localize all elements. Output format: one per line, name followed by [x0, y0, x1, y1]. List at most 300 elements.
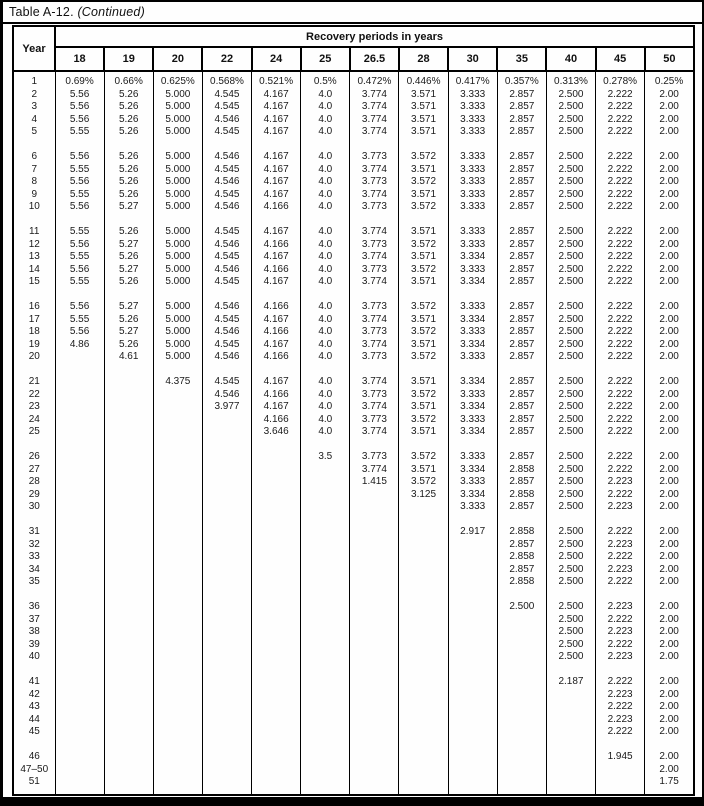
table-row	[13, 176, 694, 189]
rate-cell: 4.0	[301, 126, 350, 139]
rate-cell	[448, 689, 497, 702]
rate-cell	[497, 614, 546, 627]
rate-cell: 5.26	[104, 164, 153, 177]
rate-cell: 2.222	[596, 89, 645, 102]
rate-cell: 2.222	[596, 239, 645, 252]
rate-cell: 3.774	[350, 189, 399, 202]
rate-cell: 4.0	[301, 339, 350, 352]
rate-cell: 2.857	[497, 351, 546, 364]
rate-cell	[104, 489, 153, 502]
rate-cell: 0.5%	[301, 71, 350, 89]
rate-cell: 3.571	[399, 126, 448, 139]
rate-cell: 2.500	[546, 289, 595, 314]
rate-cell: 5.55	[55, 126, 104, 139]
rate-cell: 5.56	[55, 201, 104, 214]
rate-cell: 2.500	[546, 414, 595, 427]
rate-cell: 2.500	[546, 564, 595, 577]
rate-cell: 4.167	[252, 139, 301, 164]
rate-cell: 2.222	[596, 264, 645, 277]
rate-cell	[252, 776, 301, 795]
rate-cell	[55, 701, 104, 714]
rate-cell: 1.75	[645, 776, 694, 795]
rate-cell: 5.000	[153, 326, 202, 339]
year-cell: 12	[13, 239, 55, 252]
rate-cell: 2.00	[645, 351, 694, 364]
rate-cell: 2.00	[645, 264, 694, 277]
rate-cell: 3.571	[399, 464, 448, 477]
rate-cell: 5.000	[153, 351, 202, 364]
rate-cell: 2.00	[645, 576, 694, 589]
rate-cell	[301, 739, 350, 764]
rate-cell	[202, 426, 251, 439]
rate-cell	[55, 514, 104, 539]
rate-cell: 2.858	[497, 514, 546, 539]
rate-cell: 4.166	[252, 414, 301, 427]
rate-cell: 4.546	[202, 176, 251, 189]
rate-cell	[350, 501, 399, 514]
rate-cell: 4.166	[252, 264, 301, 277]
rate-cell	[104, 726, 153, 739]
rate-cell: 5.27	[104, 264, 153, 277]
rate-cell: 2.222	[596, 289, 645, 314]
rate-cell	[153, 714, 202, 727]
rate-cell	[153, 626, 202, 639]
rate-cell	[448, 776, 497, 795]
rate-cell: 2.00	[645, 501, 694, 514]
table-row	[13, 739, 694, 764]
rate-cell: 3.774	[350, 426, 399, 439]
table-row	[13, 164, 694, 177]
rate-cell: 3.333	[448, 201, 497, 214]
rate-cell	[399, 726, 448, 739]
rate-cell: 3.571	[399, 364, 448, 389]
rate-cell	[448, 664, 497, 689]
table-row	[13, 476, 694, 489]
rate-cell	[104, 426, 153, 439]
rate-cell	[55, 576, 104, 589]
rate-cell: 3.774	[350, 364, 399, 389]
rate-cell: 3.773	[350, 389, 399, 402]
rate-cell: 2.857	[497, 164, 546, 177]
rate-cell	[55, 551, 104, 564]
rate-cell	[546, 701, 595, 714]
rate-cell	[55, 489, 104, 502]
rate-cell: 3.333	[448, 114, 497, 127]
rate-cell: 5.26	[104, 314, 153, 327]
rate-cell: 2.222	[596, 726, 645, 739]
rate-cell: 4.166	[252, 326, 301, 339]
rate-cell	[301, 539, 350, 552]
rate-cell: 4.546	[202, 351, 251, 364]
table-row	[13, 614, 694, 627]
rate-cell	[497, 664, 546, 689]
rate-cell: 2.00	[645, 551, 694, 564]
year-cell: 25	[13, 426, 55, 439]
rate-cell: 2.500	[546, 114, 595, 127]
rate-cell: 3.334	[448, 251, 497, 264]
rate-cell: 2.857	[497, 239, 546, 252]
rate-cell	[350, 689, 399, 702]
rate-cell: 2.00	[645, 251, 694, 264]
rate-cell	[399, 551, 448, 564]
rate-cell	[252, 639, 301, 652]
rate-cell	[399, 714, 448, 727]
rate-cell: 4.546	[202, 139, 251, 164]
rate-cell	[104, 614, 153, 627]
rate-cell: 2.500	[546, 89, 595, 102]
rate-cell	[104, 664, 153, 689]
rate-cell	[301, 464, 350, 477]
rate-cell	[301, 639, 350, 652]
rate-cell	[55, 414, 104, 427]
rate-cell: 5.56	[55, 326, 104, 339]
rate-cell	[252, 439, 301, 464]
column-headers-row	[13, 47, 694, 71]
rate-cell: 2.857	[497, 364, 546, 389]
rate-cell: 4.545	[202, 251, 251, 264]
rate-cell: 5.27	[104, 289, 153, 314]
rate-cell: 5.56	[55, 114, 104, 127]
rate-cell: 5.56	[55, 239, 104, 252]
rate-cell: 2.857	[497, 564, 546, 577]
rate-cell	[301, 664, 350, 689]
rate-cell	[399, 689, 448, 702]
rate-cell: 2.857	[497, 426, 546, 439]
rate-cell: 5.000	[153, 139, 202, 164]
rate-cell	[202, 714, 251, 727]
rate-cell	[104, 539, 153, 552]
rate-cell: 2.500	[497, 589, 546, 614]
rate-cell	[153, 739, 202, 764]
rate-cell	[104, 776, 153, 795]
year-cell: 3	[13, 101, 55, 114]
rate-cell: 5.56	[55, 139, 104, 164]
rate-cell: 5.55	[55, 214, 104, 239]
rate-cell	[153, 726, 202, 739]
rate-cell	[252, 764, 301, 777]
rate-cell: 4.167	[252, 89, 301, 102]
table-row	[13, 214, 694, 239]
rate-cell: 2.500	[546, 164, 595, 177]
rate-cell: 5.55	[55, 251, 104, 264]
table-row	[13, 589, 694, 614]
rate-cell: 2.857	[497, 439, 546, 464]
rate-cell	[202, 764, 251, 777]
rate-cell: 2.500	[546, 539, 595, 552]
rate-cell	[399, 539, 448, 552]
rate-cell	[202, 514, 251, 539]
table-row	[13, 364, 694, 389]
rate-cell: 4.0	[301, 176, 350, 189]
rate-cell	[252, 564, 301, 577]
rate-cell	[55, 439, 104, 464]
rate-cell: 2.222	[596, 414, 645, 427]
rate-cell	[202, 639, 251, 652]
rate-cell: 2.857	[497, 176, 546, 189]
rate-cell: 2.222	[596, 126, 645, 139]
rate-cell	[301, 589, 350, 614]
rate-cell: 2.222	[596, 339, 645, 352]
rate-cell: 5.27	[104, 239, 153, 252]
rate-cell: 2.857	[497, 401, 546, 414]
rate-cell: 1.945	[596, 739, 645, 764]
year-cell: 28	[13, 476, 55, 489]
rate-cell: 3.773	[350, 201, 399, 214]
rate-cell	[350, 576, 399, 589]
rate-cell: 2.00	[645, 389, 694, 402]
rate-cell: 3.571	[399, 339, 448, 352]
rate-cell	[202, 476, 251, 489]
rate-cell	[252, 739, 301, 764]
rate-cell: 4.167	[252, 126, 301, 139]
table-row	[13, 414, 694, 427]
rate-cell: 2.857	[497, 476, 546, 489]
rate-cell: 2.00	[645, 689, 694, 702]
rate-cell: 2.500	[546, 326, 595, 339]
rate-cell	[399, 626, 448, 639]
rate-cell	[301, 514, 350, 539]
rate-cell: 4.545	[202, 364, 251, 389]
rate-cell	[104, 651, 153, 664]
rate-cell: 5.000	[153, 101, 202, 114]
year-cell: 14	[13, 264, 55, 277]
rate-cell	[153, 614, 202, 627]
rate-cell: 2.223	[596, 714, 645, 727]
rate-cell: 2.500	[546, 426, 595, 439]
rate-cell: 4.545	[202, 314, 251, 327]
rate-cell	[448, 576, 497, 589]
rate-cell: 3.333	[448, 326, 497, 339]
rate-cell: 2.500	[546, 439, 595, 464]
table-row	[13, 551, 694, 564]
rate-cell	[399, 589, 448, 614]
rate-cell: 4.545	[202, 339, 251, 352]
table-row	[13, 139, 694, 164]
year-cell: 2	[13, 89, 55, 102]
rate-cell: 2.00	[645, 176, 694, 189]
rate-cell	[252, 464, 301, 477]
rate-cell	[350, 564, 399, 577]
rate-cell	[301, 489, 350, 502]
rate-cell	[448, 626, 497, 639]
rate-cell: 3.571	[399, 314, 448, 327]
rate-cell: 5.26	[104, 89, 153, 102]
rate-cell: 2.857	[497, 201, 546, 214]
rate-cell: 3.774	[350, 214, 399, 239]
rate-cell: 5.56	[55, 89, 104, 102]
rate-cell	[55, 351, 104, 364]
rate-cell: 2.857	[497, 326, 546, 339]
rate-cell: 2.00	[645, 626, 694, 639]
rate-cell: 3.333	[448, 289, 497, 314]
rate-cell: 2.00	[645, 464, 694, 477]
rate-cell	[448, 701, 497, 714]
rate-cell: 2.222	[596, 576, 645, 589]
rate-cell: 5.000	[153, 114, 202, 127]
rate-cell	[350, 651, 399, 664]
rate-cell: 0.66%	[104, 71, 153, 89]
table-row	[13, 251, 694, 264]
table-row	[13, 489, 694, 502]
rate-cell: 4.167	[252, 251, 301, 264]
rate-cell: 2.222	[596, 201, 645, 214]
rate-cell: 2.00	[645, 701, 694, 714]
table-row	[13, 126, 694, 139]
rate-cell	[252, 689, 301, 702]
rate-cell	[399, 701, 448, 714]
rate-cell: 2.857	[497, 539, 546, 552]
rate-cell: 2.858	[497, 489, 546, 502]
recovery-period-column-header: 28	[399, 47, 448, 71]
rate-cell: 2.500	[546, 589, 595, 614]
rate-cell: 3.646	[252, 426, 301, 439]
rate-cell	[350, 739, 399, 764]
year-cell: 39	[13, 639, 55, 652]
rate-cell: 3.773	[350, 289, 399, 314]
year-cell: 45	[13, 726, 55, 739]
rate-cell: 4.167	[252, 276, 301, 289]
rate-cell: 2.500	[546, 614, 595, 627]
rate-cell: 5.55	[55, 189, 104, 202]
rate-cell	[546, 714, 595, 727]
rate-cell: 4.0	[301, 214, 350, 239]
rate-cell	[301, 689, 350, 702]
rate-cell	[55, 364, 104, 389]
year-cell: 40	[13, 651, 55, 664]
table-row	[13, 326, 694, 339]
rate-cell	[202, 489, 251, 502]
table-row	[13, 564, 694, 577]
rate-cell: 2.857	[497, 501, 546, 514]
year-cell: 29	[13, 489, 55, 502]
rate-cell: 2.500	[546, 551, 595, 564]
year-cell: 35	[13, 576, 55, 589]
rate-cell: 4.545	[202, 126, 251, 139]
rate-cell: 2.00	[645, 726, 694, 739]
rate-cell	[546, 776, 595, 795]
rate-cell	[301, 614, 350, 627]
rate-cell	[252, 539, 301, 552]
table-row	[13, 201, 694, 214]
rate-cell	[153, 776, 202, 795]
year-cell: 15	[13, 276, 55, 289]
rate-cell: 2.500	[546, 189, 595, 202]
rate-cell: 4.61	[104, 351, 153, 364]
rate-cell	[399, 614, 448, 627]
rate-cell	[399, 576, 448, 589]
rate-cell: 2.222	[596, 664, 645, 689]
rate-cell: 5.26	[104, 189, 153, 202]
rate-cell: 2.00	[645, 426, 694, 439]
table-row	[13, 501, 694, 514]
rate-cell: 2.00	[645, 539, 694, 552]
rate-cell	[153, 389, 202, 402]
rate-cell	[399, 764, 448, 777]
rate-cell: 4.0	[301, 101, 350, 114]
rate-cell: 0.313%	[546, 71, 595, 89]
rate-cell	[448, 564, 497, 577]
rate-cell: 4.0	[301, 414, 350, 427]
rate-cell: 2.00	[645, 214, 694, 239]
rate-cell: 2.00	[645, 114, 694, 127]
rate-cell	[55, 476, 104, 489]
year-cell: 24	[13, 414, 55, 427]
rate-cell: 2.857	[497, 339, 546, 352]
rate-cell: 0.521%	[252, 71, 301, 89]
rate-cell: 2.500	[546, 476, 595, 489]
rate-cell: 2.223	[596, 564, 645, 577]
table-row	[13, 689, 694, 702]
rate-cell	[399, 776, 448, 795]
rate-cell	[55, 539, 104, 552]
rate-cell: 2.187	[546, 664, 595, 689]
rate-cell: 4.167	[252, 339, 301, 352]
rate-cell: 2.222	[596, 639, 645, 652]
rate-cell: 3.571	[399, 251, 448, 264]
rate-cell: 5.000	[153, 314, 202, 327]
rate-cell	[55, 651, 104, 664]
rate-cell: 3.773	[350, 351, 399, 364]
rate-cell: 0.568%	[202, 71, 251, 89]
title-rule	[3, 22, 702, 24]
rate-cell: 2.500	[546, 389, 595, 402]
year-cell: 22	[13, 389, 55, 402]
rate-cell: 3.773	[350, 439, 399, 464]
rate-cell: 4.0	[301, 326, 350, 339]
rate-cell: 3.572	[399, 201, 448, 214]
rate-cell: 3.774	[350, 276, 399, 289]
rate-cell: 4.0	[301, 201, 350, 214]
rate-cell	[252, 614, 301, 627]
rate-cell: 2.857	[497, 389, 546, 402]
rate-cell: 5.26	[104, 176, 153, 189]
rate-cell: 5.26	[104, 114, 153, 127]
table-row	[13, 764, 694, 777]
rate-cell: 2.00	[645, 89, 694, 102]
rate-cell: 2.500	[546, 401, 595, 414]
table-row	[13, 439, 694, 464]
rate-cell	[301, 476, 350, 489]
rate-cell	[252, 489, 301, 502]
rate-cell	[546, 764, 595, 777]
table-row	[13, 264, 694, 277]
rate-cell	[153, 764, 202, 777]
rate-cell: 2.858	[497, 576, 546, 589]
rate-cell	[350, 539, 399, 552]
rate-cell: 2.500	[546, 314, 595, 327]
rate-cell	[252, 514, 301, 539]
rate-cell: 4.167	[252, 401, 301, 414]
rate-cell	[448, 551, 497, 564]
rate-cell: 3.333	[448, 214, 497, 239]
rate-cell: 3.333	[448, 501, 497, 514]
year-cell: 42	[13, 689, 55, 702]
table-row	[13, 314, 694, 327]
rate-cell: 2.00	[645, 401, 694, 414]
rate-cell: 2.222	[596, 164, 645, 177]
year-cell: 16	[13, 289, 55, 314]
rate-cell: 4.0	[301, 314, 350, 327]
rate-cell: 3.333	[448, 439, 497, 464]
rate-cell	[55, 726, 104, 739]
rate-cell	[252, 726, 301, 739]
rate-cell	[153, 476, 202, 489]
rate-cell: 2.222	[596, 176, 645, 189]
rate-cell: 2.222	[596, 464, 645, 477]
rate-cell: 5.000	[153, 264, 202, 277]
rate-cell: 2.00	[645, 164, 694, 177]
rate-cell: 4.546	[202, 389, 251, 402]
